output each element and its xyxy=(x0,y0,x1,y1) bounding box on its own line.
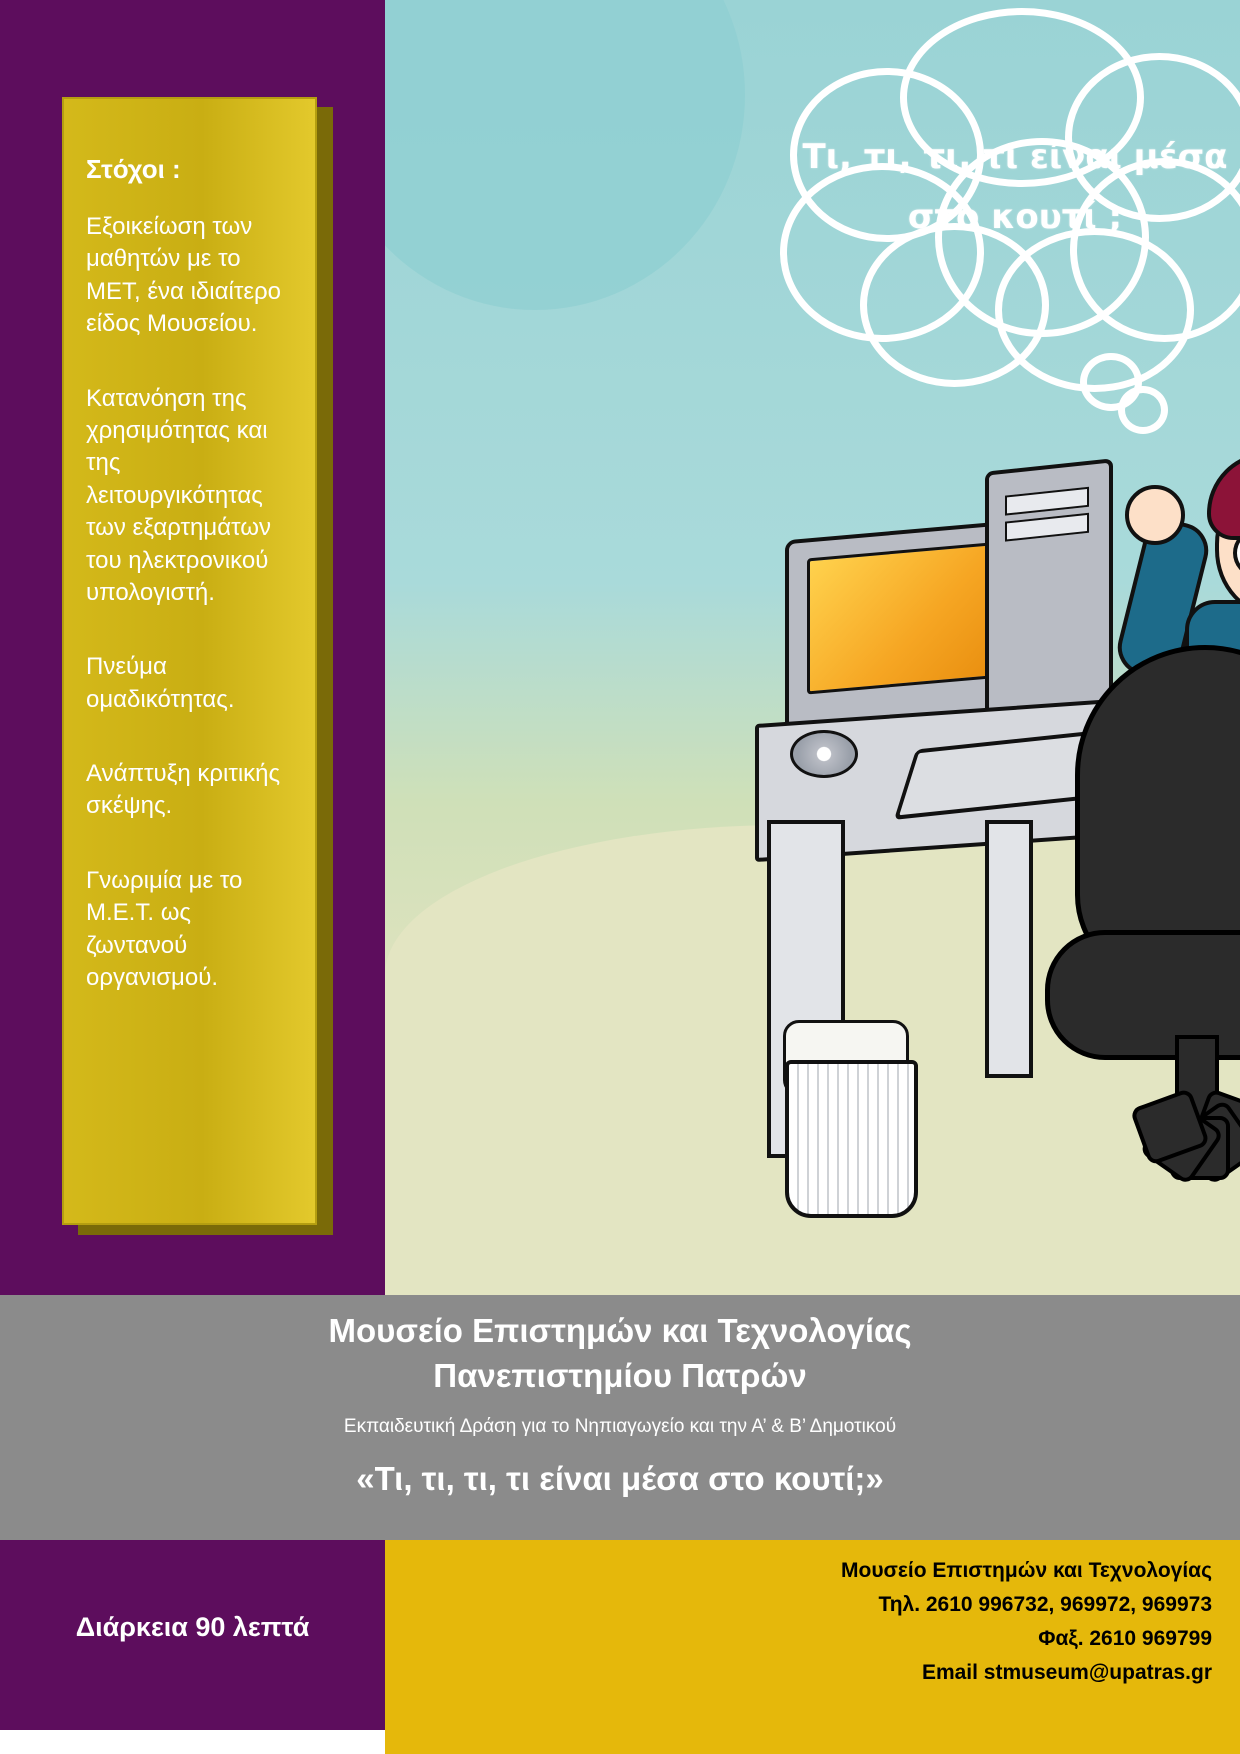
contact-line-museum: Μουσείο Επιστημών και Τεχνολογίας xyxy=(841,1559,1212,1582)
monitor-screen xyxy=(807,542,993,694)
drive-bay xyxy=(1005,487,1089,516)
museum-name-line1: Μουσείο Επιστημών και Τεχνολογίας xyxy=(328,1312,912,1349)
thought-bubble xyxy=(780,8,1240,428)
poster-footer xyxy=(0,1540,1240,1754)
contact-line-phone: Τηλ. 2610 996732, 969972, 969973 xyxy=(878,1593,1212,1617)
goal-item: Εξοικείωση των μαθητών με το ΜΕΤ, ένα ιδιαίτερο είδος Μουσείου. xyxy=(86,213,282,338)
contact-line-email[interactable]: Email stmuseum@upatras.gr xyxy=(921,1661,1212,1685)
boy-hair xyxy=(1207,452,1240,540)
cloud-tail-bubble xyxy=(1118,386,1168,434)
duration-panel xyxy=(0,1540,385,1754)
museum-name-line2: Πανεπιστημίου Πατρών xyxy=(433,1356,807,1394)
duration-text: Διάρκεια 90 λεπτά xyxy=(75,1611,310,1642)
banner-subtitle: Εκπαιδευτική Δράση για το Νηπιαγωγείο και την Α’ & Β’ Δημοτικού xyxy=(343,1416,897,1438)
goals-title: Στόχοι : xyxy=(86,154,181,184)
goal-item: Πνεύμα ομαδικότητας. xyxy=(86,653,235,713)
goal-item: Γνωριμία με το Μ.Ε.Τ. ως ζωντανού οργανισμού. xyxy=(86,866,243,992)
thought-bubble-text: Τι, τι, τι, τι είναι μέσα στο κουτί ; xyxy=(802,137,1228,237)
desk-leg xyxy=(985,820,1033,1078)
waste-bin-icon xyxy=(785,1060,918,1218)
cd-disc-icon xyxy=(790,730,858,778)
chair-base xyxy=(1075,1110,1240,1175)
banner-action-title: «Τι, τι, τι, τι είναι μέσα στο κουτί;» xyxy=(356,1460,884,1498)
contact-panel xyxy=(385,1540,1240,1754)
goals-box xyxy=(62,97,317,1225)
scene-wall-curve xyxy=(385,0,745,310)
illustration-scene xyxy=(385,0,1240,1295)
goal-item: Ανάπτυξη κριτικής σκέψης. xyxy=(86,760,281,820)
boy-hand xyxy=(1125,485,1185,545)
computer-tower-icon xyxy=(985,458,1113,734)
drive-bay xyxy=(1005,513,1089,542)
goal-item: Κατανόηση της χρησιμότητας και της λειτουργικότητας των εξαρτημάτων του ηλεκτρονικού υπολογιστή. xyxy=(86,384,271,606)
footer-white-strip xyxy=(0,1730,385,1754)
contact-line-fax: Φαξ. 2610 969799 xyxy=(1038,1627,1212,1651)
title-banner xyxy=(0,1295,1240,1540)
